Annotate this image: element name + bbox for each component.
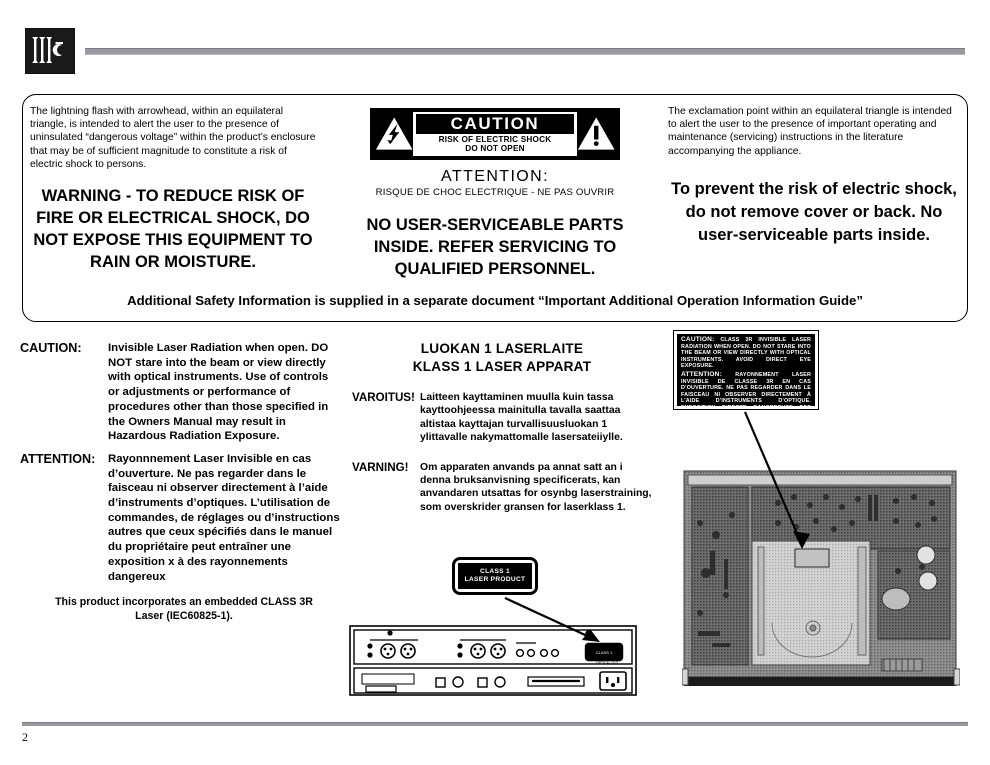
laser-attention-body: Rayonnnement Laser Invisible en cas d’ouverture. Ne pas regarder dans le faisceau ni observer directement à l’aide d’instruments d’optiques. L’utilisation de commandes, de réglages ou d’instructions autres que ceux spécifiés dans le manuel du propriétaire peut entraîner une exposition x à des rayonnements dangereux xyxy=(108,452,340,583)
laser-label-french-head: ATTENTION: xyxy=(681,370,722,378)
varning-row xyxy=(352,461,652,515)
do-not-remove-cover-warning: To prevent the risk of electric shock, do not remove cover or back. No user-serviceable parts inside. xyxy=(671,179,957,244)
varoitus-row xyxy=(352,391,652,445)
laser-caution-row xyxy=(20,341,340,444)
laser-caution-body: Invisible Laser Radiation when open. DO NOT stare into the beam or view directly with optical instruments. Use of controls or adjustments or performance of procedures other than those specified in the Owners Manual may result in Hazardous Radiation Exposure. xyxy=(108,342,329,443)
nordic-laser-block xyxy=(352,340,652,514)
caution-banner xyxy=(370,108,620,160)
exclamation-triangle-icon xyxy=(577,114,615,154)
header-divider xyxy=(85,48,965,55)
caution-sub-line-1: RISK OF ELECTRIC SHOCK xyxy=(438,135,552,144)
svg-text:CLASS 1: CLASS 1 xyxy=(595,650,613,655)
safety-left-column xyxy=(30,105,316,273)
laser-caution-label: CAUTION: xyxy=(20,341,82,355)
laser-attention-row xyxy=(20,452,340,584)
lightning-flash-explanation: The lightning flash with arrowhead, within an equilateral triangle, is intended to alert the user to the presence of uninsulated “dangerous voltage” within the product’s enclosure that may be of sufficient magnitude to constitute a risk of electric shock to persons. xyxy=(30,106,316,170)
chassis-top-view-image xyxy=(682,463,960,691)
laser-label-english-body: CLASS 3R INVISIBLE LASER RADIATION WHEN OPEN. DO NOT STARE INTO THE BEAM OR VIEW DIRECTLY WITH OPTICAL INSTRUMENTS. AVOID DIRECT EYE EXPOSURE. xyxy=(681,337,811,370)
class-1-line-1: CLASS 1 xyxy=(480,568,510,575)
footer-divider xyxy=(22,722,968,726)
laser-label-french-body: RAYONNEMENT LASER INVISIBLE DE CLASSE 3R EN CAS D’OUVERTURE. NE PAS REGARDER DANS LE FAISCEAU NI OBSERVER DIRECTEMENT À L’AIDE D’INSTRUMENTS D’OPTIQUE. EXPOSITION DIRECTE DANGEREUSE DES YEUX. xyxy=(681,371,811,418)
laser-caution-block xyxy=(20,341,340,623)
varoitus-body: Laitteen kayttaminen muulla kuin tassa kayttoohjeessa mainitulla tavalla saattaa altistaa kayttajan turvallisuusluokan 1 ylittavalle nakymattomalle lasersateiiylle. xyxy=(420,392,623,444)
embedded-laser-class-note: This product incorporates an embedded CLASS 3R Laser (IEC60825-1). xyxy=(55,596,313,622)
attention-french-heading: ATTENTION: xyxy=(441,168,549,185)
varoitus-label: VAROITUS! xyxy=(352,391,415,404)
exclamation-point-explanation: The exclamation point within an equilateral triangle is intended to alert the user to the presence of important operating and maintenance (servicing) instructions in the literature accompanying the appliance. xyxy=(668,106,952,157)
rear-panel-drawing xyxy=(348,624,638,697)
caution-word: CAUTION xyxy=(416,114,573,134)
luokan-title-line-1: LUOKAN 1 LASERLAITE xyxy=(420,341,584,356)
class-1-line-2: LASER PRODUCT xyxy=(464,576,526,583)
caution-sub-line-2: DO NOT OPEN xyxy=(465,144,525,153)
laser-label-english-head: CAUTION: xyxy=(681,336,715,343)
klass-title-line-2: KLASS 1 LASER APPARAT xyxy=(412,358,592,374)
no-serviceable-parts-text: NO USER-SERVICEABLE PARTS INSIDE. REFER SERVICING TO QUALIFIED PERSONNEL. xyxy=(366,216,624,278)
internal-laser-warning-label xyxy=(674,331,818,418)
laser-attention-label: ATTENTION: xyxy=(20,451,96,466)
safety-right-column xyxy=(668,105,960,247)
varning-label: VARNING! xyxy=(352,460,409,474)
fire-shock-warning: WARNING - TO REDUCE RISK OF FIRE OR ELECTRICAL SHOCK, DO NOT EXPOSE THIS EQUIPMENT TO RAIN OR MOISTURE. xyxy=(33,187,313,272)
varning-body: Om apparaten anvands pa annat satt an i denna bruksanvisning specificerats, kan anvandaren utsattas for osynbg laserstraining, som overskrider gransen for laserklass 1. xyxy=(420,461,652,513)
caution-core xyxy=(413,112,576,156)
laser-label-english xyxy=(681,337,811,370)
lightning-bolt-triangle-icon xyxy=(375,114,413,154)
page-number: 2 xyxy=(22,730,28,744)
laser-label-french xyxy=(681,372,811,418)
attention-french-subtext: RISQUE DE CHOC ELECTRIQUE - NE PAS OUVRIR xyxy=(375,187,615,198)
safety-center-column xyxy=(345,108,645,280)
class-1-laser-product-label xyxy=(452,557,538,595)
additional-safety-information-line: Additional Safety Information is supplied in a separate document “Important Additional Operation Information Guide” xyxy=(127,293,863,308)
class-1-label-inner xyxy=(458,563,532,589)
svg-text:OPTICAL OUT: OPTICAL OUT xyxy=(596,661,619,665)
mcintosh-logo xyxy=(25,28,75,74)
